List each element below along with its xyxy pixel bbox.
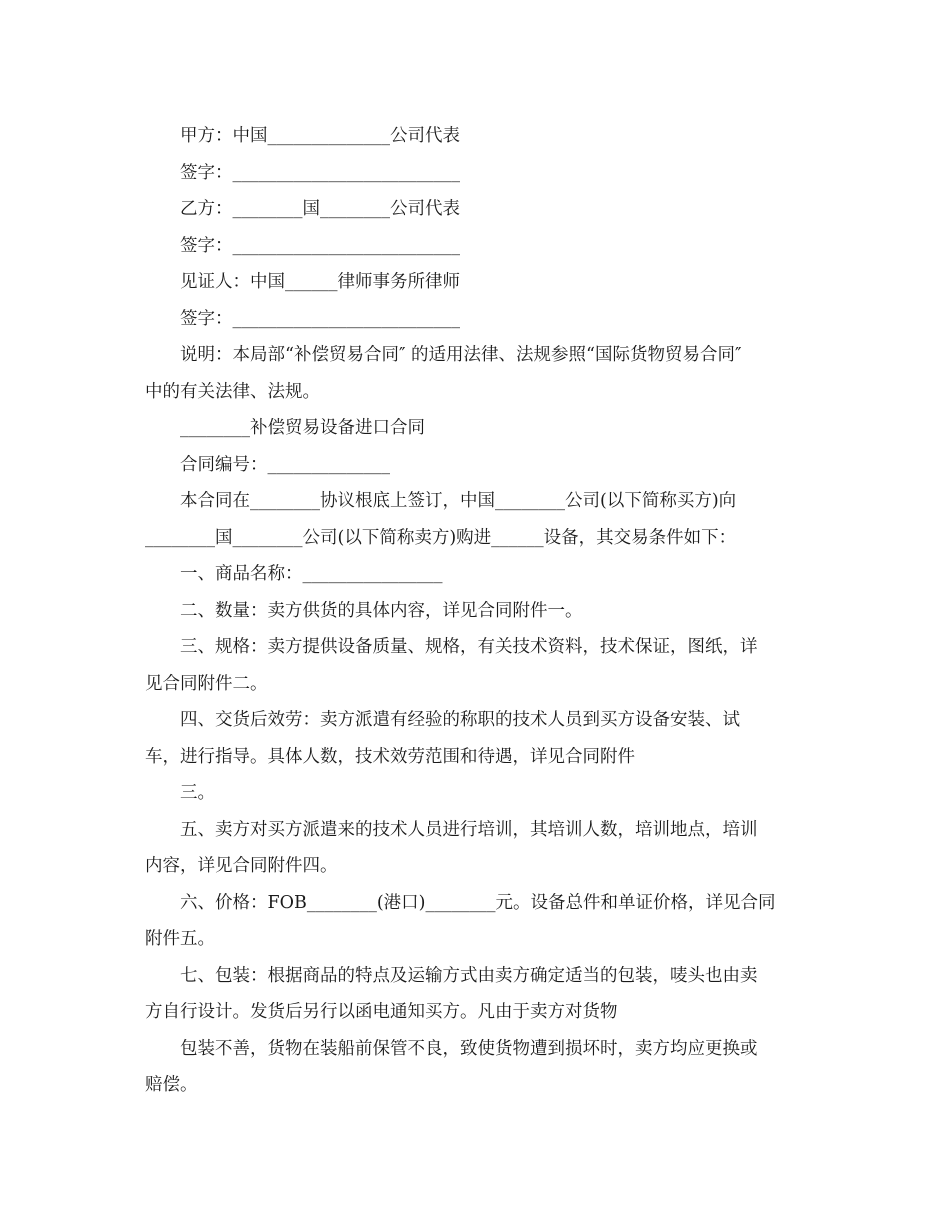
document-body xyxy=(145,118,805,1104)
signature-line: 签字：__________________________ xyxy=(180,162,460,183)
contract-title: ________补偿贸易设备进口合同 xyxy=(180,418,425,438)
clause-line: 内容，详见合同附件四。 xyxy=(145,856,338,876)
contract-number: 合同编号：______________ xyxy=(180,454,390,475)
clause-line: 三、规格：卖方提供设备质量、规格，有关技术资料，技术保证，图纸，详 xyxy=(180,637,758,657)
signature-line: 签字：__________________________ xyxy=(180,235,460,256)
signature-line: 签字：__________________________ xyxy=(180,308,460,329)
party-b-line: 乙方：________国________公司代表 xyxy=(180,199,460,219)
preamble-line: ________国________公司(以下简称卖方)购进______设备，其交易条件如下： xyxy=(145,527,737,548)
clause-line: 附件五。 xyxy=(145,929,215,949)
clause-line: 七、包装：根据商品的特点及运输方式由卖方确定适当的包装，唛头也由卖 xyxy=(180,965,758,986)
clause-line: 一、商品名称：________________ xyxy=(180,564,443,584)
note-line: 说明：本局部“补偿贸易合同″ 的适用法律、法规参照“国际货物贸易合同″ xyxy=(180,345,742,365)
clause-line: 车，进行指导。具体人数，技术效劳范围和待遇，详见合同附件 xyxy=(145,746,635,767)
clause-line: 见合同附件二。 xyxy=(145,673,268,694)
note-line: 中的有关法律、法规。 xyxy=(145,381,320,402)
clause-line: 六、价格：FOB________(港口)________元。设备总件和单证价格，详见合同 xyxy=(180,892,776,913)
clause-line: 二、数量：卖方供货的具体内容，详见合同附件一。 xyxy=(180,600,583,621)
witness-line: 见证人：中国______律师事务所律师 xyxy=(180,272,460,292)
clause-line: 包装不善，货物在装船前保管不良，致使货物遭到损坏时，卖方均应更换或 xyxy=(180,1038,758,1059)
clause-line: 四、交货后效劳：卖方派遣有经验的称职的技术人员到买方设备安装、试 xyxy=(180,710,740,730)
party-a-line: 甲方：中国______________公司代表 xyxy=(180,126,460,146)
clause-line: 五、卖方对买方派遣来的技术人员进行培训，其培训人数，培训地点，培训 xyxy=(180,819,758,840)
clause-line: 赔偿。 xyxy=(145,1075,198,1095)
clause-line: 三。 xyxy=(180,783,215,803)
preamble-line: 本合同在________协议根底上签订，中国________公司(以下简称买方)向 xyxy=(180,491,737,511)
clause-line: 方自行设计。发货后另行以函电通知买方。凡由于卖方对货物 xyxy=(145,1002,618,1022)
